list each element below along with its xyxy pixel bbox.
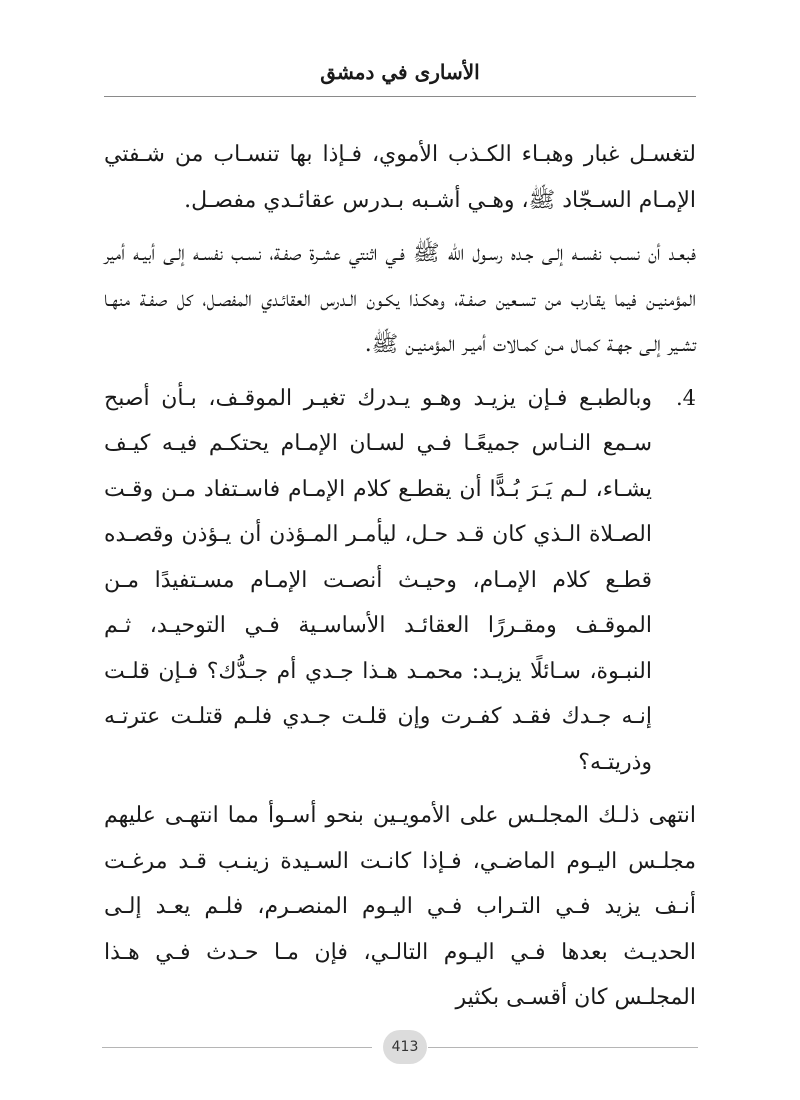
header-divider — [104, 96, 696, 97]
list-item-4 — [104, 376, 696, 786]
paragraph-2: فبعـد أن نسـب نفسـه إلـى جـده رسـول الله ﷺ فـي اثنتي عشـرة صفـة، نسـب نفسـه إلـى أبيـه أمير المؤمنيـن فيما يقـارب من تسـعين صفـة، وهكـذا يكـون الـدرس العقائـدي المفصـل، كل صفـة منهـا تشـير إلـى جهـة كمـال مـن كمـالات أميـر المؤمنيـن ﷺ. — [104, 241, 696, 357]
footer-divider-left — [102, 1047, 372, 1048]
page-body — [104, 132, 696, 1021]
page-header-title: الأسارى في دمشق — [320, 60, 480, 84]
list-item-text: وبالطبـع فـإن يزيـد وهـو يـدرك تغيـر الموقـف، بـأن أصبح سـمع النـاس جميعًـا فـي لسـان الإمـام يحتكـم فيـه كيـف يشـاء، لـم يَـرَ بُـدًّا أن يقطـع كلام الإمـام فاسـتفاد مـن وقـت الصـلاة الـذي كان قـد حـل، ليأمـر المـؤذن أن يـؤذن وقصـده قطـع كلام الإمـام، وحيـث أنصـت الإمـام مسـتفيدًا مـن الموقـف ومقـررًا العقائـد الأساسـية فـي التوحيـد، ثـم النبـوة، سـائلًا يزيـد: محمـد هـذا جـدي أم جـدُّك؟ فـإن قلـت إنـه جـدك فقـد كفـرت وإن قلـت جـدي فلـم قتلـت عترتـه وذريتـه؟ — [104, 385, 652, 775]
paragraph-1: لتغسـل غبار وهبـاء الكـذب الأموي، فـإذا بها تنسـاب من شـفتي الإمـام السـجّاد ﷺ، وهـي أشـبه بـدرس عقائـدي مفصـل. — [104, 142, 696, 213]
page-number: 413 — [383, 1030, 427, 1064]
paragraph-3: انتهى ذلـك المجلـس على الأمويـين بنحو أسـوأ مما انتهـى عليهم مجلـس اليـوم الماضـي، فـإذا كانـت السـيدة زينـب قـد مرغـت أنـف يزيد فـي التـراب فـي اليـوم المنصـرم، فلـم يعـد إلـى الحديـث بعدها فـي اليـوم التالـي، فإن مـا حـدث فـي هـذا المجلـس كان أقسـى بكثير — [104, 803, 696, 1010]
list-item-number: 4. — [675, 385, 696, 410]
footer-divider-right — [428, 1047, 698, 1048]
